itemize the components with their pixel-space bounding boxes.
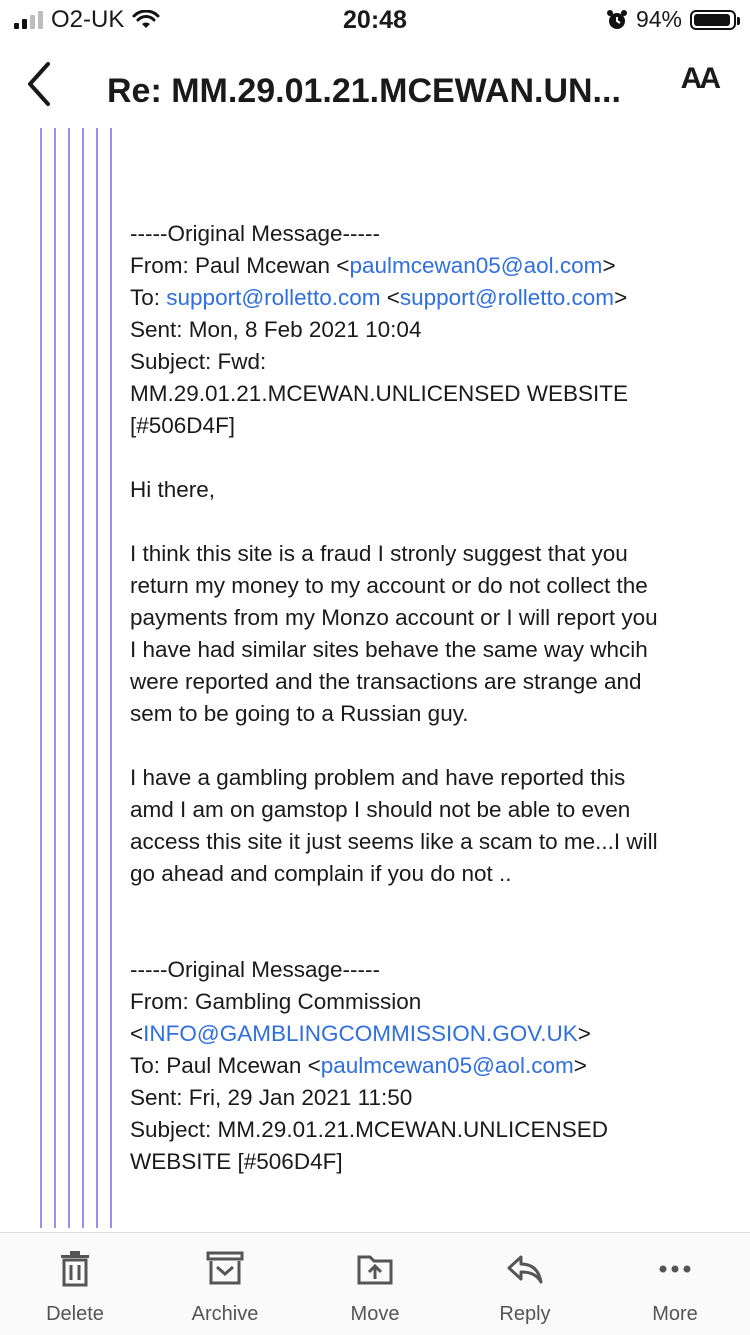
to-email-link[interactable]: paulmcewan05@aol.com bbox=[320, 1053, 574, 1078]
email-body bbox=[130, 218, 730, 1178]
sent-line: Sent: Mon, 8 Feb 2021 10:04 bbox=[130, 317, 422, 342]
text-size-button[interactable] bbox=[681, 62, 718, 96]
paragraph-1: I think this site is a fraud I stronly suggest that you return my money to my account or do not collect the payments from my Monzo account or I will report you I have had similar sites behave the same way whcih were reported and the transactions are strange and sem to be going to a Russian guy. bbox=[130, 541, 658, 726]
move-label: Move bbox=[350, 1303, 400, 1325]
from-line: From: Paul Mcewan <paulmcewan05@aol.com> bbox=[130, 253, 616, 278]
subject-line: MM.29.01.21.MCEWAN.UNLICENSED WEBSITE bbox=[130, 381, 629, 406]
clock: 20:48 bbox=[343, 6, 407, 34]
more-label: More bbox=[652, 1303, 698, 1325]
move-folder-icon bbox=[355, 1249, 395, 1289]
greeting: Hi there, bbox=[130, 477, 216, 502]
from-email-link[interactable]: paulmcewan05@aol.com bbox=[349, 253, 603, 278]
subject-line: WEBSITE [#506D4F] bbox=[130, 1149, 343, 1174]
email-subject-title: Re: MM.29.01.21.MCEWAN.UN... bbox=[107, 72, 621, 110]
status-bar bbox=[0, 0, 750, 40]
archive-button[interactable] bbox=[150, 1233, 300, 1335]
to-email-link-2[interactable]: support@rolletto.com bbox=[399, 285, 615, 310]
move-button[interactable] bbox=[300, 1233, 450, 1335]
original-message-1 bbox=[130, 218, 730, 442]
text-size-label: AA bbox=[680, 62, 718, 95]
bottom-toolbar bbox=[0, 1232, 750, 1335]
from-email-line: <INFO@GAMBLINGCOMMISSION.GOV.UK> bbox=[130, 1021, 591, 1046]
delete-label: Delete bbox=[46, 1303, 104, 1325]
subject-line: Subject: Fwd: bbox=[130, 349, 267, 374]
battery-icon bbox=[690, 10, 736, 30]
more-button[interactable] bbox=[600, 1233, 750, 1335]
from-email-link[interactable]: INFO@GAMBLINGCOMMISSION.GOV.UK bbox=[143, 1021, 578, 1046]
subject-line: [#506D4F] bbox=[130, 413, 236, 438]
original-message-2 bbox=[130, 954, 730, 1178]
to-line: To: Paul Mcewan <paulmcewan05@aol.com> bbox=[130, 1053, 587, 1078]
back-chevron-icon[interactable] bbox=[20, 54, 60, 114]
battery-percent: 94% bbox=[635, 6, 682, 32]
archive-icon bbox=[205, 1249, 245, 1289]
quote-level-lines bbox=[40, 128, 112, 1228]
from-line: From: Gambling Commission bbox=[130, 989, 422, 1014]
sent-line: Sent: Fri, 29 Jan 2021 11:50 bbox=[130, 1085, 413, 1110]
more-dots-icon bbox=[655, 1249, 695, 1289]
paragraph-2: I have a gambling problem and have reported this amd I am on gamstop I should not be able to even access this site it just seems like a scam to me...I will go ahead and complain if you do not .. bbox=[130, 765, 658, 886]
to-line: To: support@rolletto.com <support@rolletto.com> bbox=[130, 285, 628, 310]
status-right bbox=[606, 6, 736, 33]
subject-line: Subject: MM.29.01.21.MCEWAN.UNLICENSED bbox=[130, 1117, 609, 1142]
to-email-link[interactable]: support@rolletto.com bbox=[166, 285, 381, 310]
reply-label: Reply bbox=[499, 1303, 551, 1325]
message-header: -----Original Message----- bbox=[130, 957, 381, 982]
message-header: -----Original Message----- bbox=[130, 221, 381, 246]
reply-icon bbox=[505, 1249, 545, 1289]
nav-bar bbox=[0, 44, 750, 124]
archive-label: Archive bbox=[191, 1303, 259, 1325]
carrier-name: O2-UK bbox=[51, 6, 125, 33]
delete-button[interactable] bbox=[0, 1233, 150, 1335]
reply-button[interactable] bbox=[450, 1233, 600, 1335]
trash-icon bbox=[55, 1249, 95, 1289]
alarm-icon bbox=[606, 9, 628, 31]
